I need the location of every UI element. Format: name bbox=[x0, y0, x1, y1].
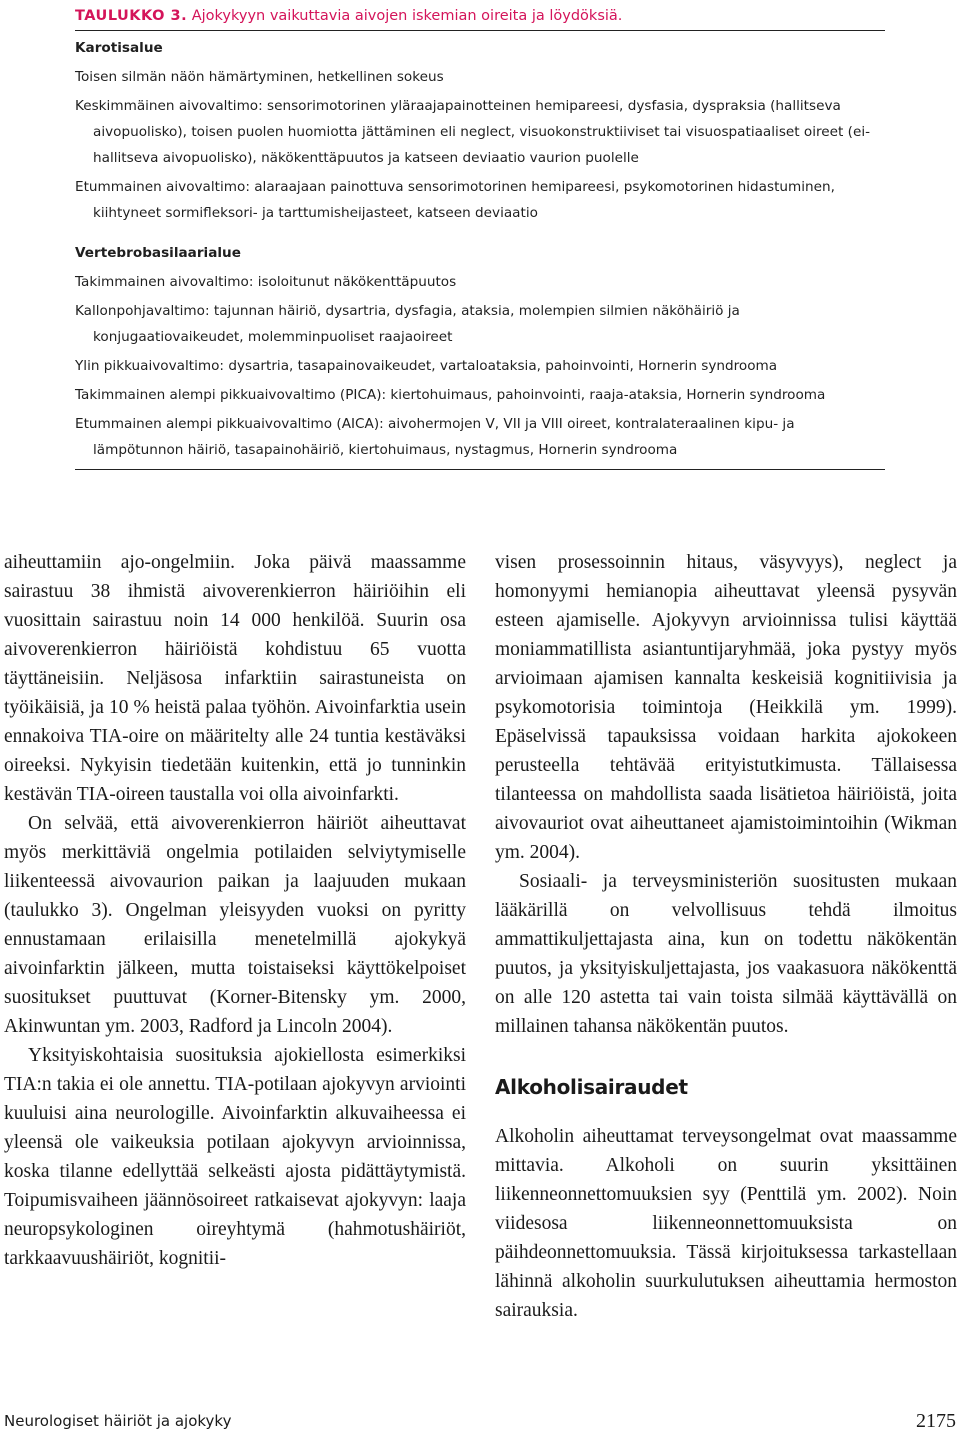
page-number: 2175 bbox=[916, 1410, 956, 1432]
table-top-rule bbox=[75, 30, 885, 31]
table-section-heading: Vertebrobasilaarialue bbox=[75, 245, 241, 261]
table-label: TAULUKKO 3. bbox=[75, 8, 188, 24]
table-title: Ajokykyyn vaikuttavia aivojen iskemian oireita ja löydöksiä. bbox=[191, 8, 623, 24]
body-paragraph: visen prosessoinnin hitaus, väsyvyys), neglect ja homonyymi hemianopia aiheuttavat yleensä pysyvän esteen ajamiselle. Ajokyvyn arvioinnissa tulisi käyttää moniammatillista asiantuntijaryhmää, joka pystyy myös arvioimaan ajamisen kannalta keskeisiä kognitiivisia ja psykomotorisia toimintoja (Heikkilä ym. 1999). Epäselvissä tapauksissa voidaan harkita ajokokeen perusteella tehtävää erityistutkimusta. Tällaisessa tilanteessa on mahdollista saada lisätietoa häiriöistä, joita aivovauriot ovat aiheuttaneet ajamistoimintoihin (Wikman ym. 2004). bbox=[495, 552, 957, 863]
body-paragraph: On selvää, että aivoverenkierron häiriöt aiheuttavat myös merkittäviä ongelmia potilaiden selviytymiselle liikenteessä aivovaurion paikan ja laajuuden mukaan (taulukko 3). Ongelman yleisyyden vuoksi on pyritty ennustamaan erilaisilla menetelmillä ajokykyä aivoinfarktin jälkeen, mutta toistaiseksi käyttökelpoiset suositukset puuttuvat (Korner-Bitensky ym. 2000, Akinwuntan ym. 2003, Radford ja Lincoln 2004). bbox=[4, 813, 466, 1037]
table-bottom-rule bbox=[75, 469, 885, 470]
table-row: Etummainen aivovaltimo: alaraajaan painottuva sensorimotorinen hemipareesi, psykomotorinen hidastuminen, kiihtyneet sormifleksori- ja tarttumisheijasteet, katseen deviaatio bbox=[75, 179, 835, 221]
body-column-right bbox=[495, 548, 957, 1325]
table-row: Ylin pikkuaivovaltimo: dysartria, tasapainovaikeudet, vartaloataksia, pahoinvointi, Hornerin syndrooma bbox=[75, 358, 778, 374]
body-paragraph: Alkoholin aiheuttamat terveysongelmat ovat maassamme mittavia. Alkoholi on suurin yksittäinen liikenneonnettomuuksien syy (Penttilä ym. 2002). Noin viidesosa liikenneonnettomuuksista on päihdeonnettomuuksia. Tässä kirjoituksessa tarkastellaan lähinnä alkoholin suurkulutuksen aiheuttamia hermoston sairauksia. bbox=[495, 1126, 957, 1321]
table-row: Etummainen alempi pikkuaivovaltimo (AICA): aivohermojen V, VII ja VIII oireet, kontralateraalinen kipu- ja lämpötunnon häiriö, tasapainohäiriö, kiertohuimaus, nystagmus, Hornerin syndrooma bbox=[75, 416, 795, 458]
running-footer-title: Neurologiset häiriöt ja ajokyky bbox=[4, 1412, 232, 1430]
body-paragraph: Sosiaali- ja terveysministeriön suositusten mukaan lääkärillä on velvollisuus tehdä ilmoitus ammattikuljettajasta aina, kun on todettu näkökentän puutos, ja yksityiskuljettajasta, jos vaakasuora näkökenttä on alle 120 astetta tai vain toista silmää käyttävällä on millainen tahansa näkökentän puutos. bbox=[495, 871, 957, 1037]
table-row: Toisen silmän näön hämärtyminen, hetkellinen sokeus bbox=[75, 69, 444, 85]
body-column-left bbox=[4, 548, 466, 1273]
table-caption bbox=[75, 6, 885, 30]
section-heading: Alkoholisairaudet bbox=[495, 1075, 688, 1099]
table-row: Keskimmäinen aivovaltimo: sensorimotorinen yläraajapainotteinen hemipareesi, dysfasia, dyspraksia (hallitseva aivopuolisko), toisen puolen huomiotta jättäminen eli neglect, visuokonstruktiiviset tai visuospatiaaliset oireet (ei-hallitseva aivopuolisko), näkökenttäpuutos ja katseen deviaatio vaurion puolelle bbox=[75, 98, 871, 166]
table-row: Kallonpohjavaltimo: tajunnan häiriö, dysartria, dysfagia, ataksia, molempien silmien näköhäiriö ja konjugaatiovaikeudet, molemminpuoliset raajaoireet bbox=[75, 303, 740, 345]
body-paragraph: Yksityiskohtaisia suosituksia ajokiellosta esimerkiksi TIA:n takia ei ole annettu. TIA-potilaan ajokyvyn arviointi kuuluisi aina neurologille. Aivoinfarktin alkuvaiheessa ei yleensä ole vaikeuksia potilaan ajokyvyn arvioinnissa, koska tilanne edellyttää selkeästi ajosta pidättäytymistä. Toipumisvaiheen jäännösoireet ratkaisevat ajokyvyn: laaja neuropsykologinen oireyhtymä (hahmotushäiriöt, tarkkaavuushäiriöt, kognitii- bbox=[4, 1045, 466, 1269]
table-3 bbox=[75, 6, 885, 470]
table-row: Takimmainen aivovaltimo: isoloitunut näkökenttäpuutos bbox=[75, 274, 457, 290]
body-paragraph: aiheuttamiin ajo-ongelmiin. Joka päivä maassamme sairastuu 38 ihmistä aivoverenkierron häiriöihin eli vuosittain sairastuu noin 14 000 henkilöä. Suurin osa aivoverenkierron häiriöistä kohdistuu 65 vuotta täyttäneisiin. Neljäsosa infarktiin sairastuneista on työikäisiä, ja 10 % heistä palaa työhön. Aivoinfarktia usein ennakoiva TIA-oire on määritelty alle 24 tuntia kestäväksi oireeksi. Nykyisin tiedetään kuitenkin, että jo tunninkin kestävän TIA-oireen taustalla voi olla aivoinfarkti. bbox=[4, 552, 466, 805]
table-row: Takimmainen alempi pikkuaivovaltimo (PICA): kiertohuimaus, pahoinvointi, raaja-ataksia, Hornerin syndrooma bbox=[75, 387, 826, 403]
table-section-heading: Karotisalue bbox=[75, 40, 163, 56]
